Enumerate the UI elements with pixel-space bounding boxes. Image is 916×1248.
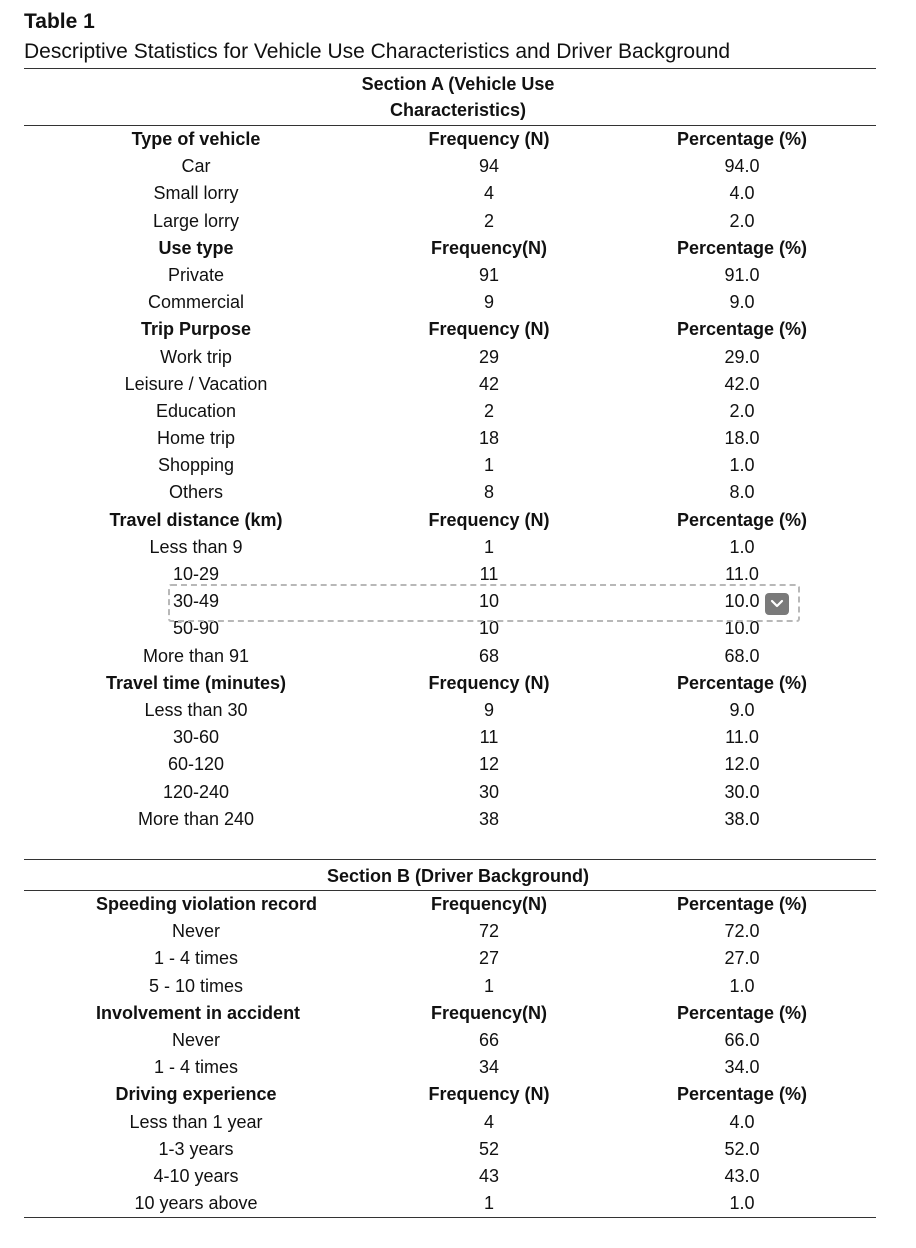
table-row[interactable] xyxy=(0,697,916,724)
table-row[interactable] xyxy=(0,371,916,398)
table-row[interactable] xyxy=(0,751,916,778)
category-cell: Driving experience xyxy=(115,1084,277,1105)
category-cell: 4-10 years xyxy=(153,1165,239,1186)
category-cell: Less than 9 xyxy=(149,536,243,557)
percentage-cell: 1.0 xyxy=(729,455,755,476)
section-b-rows xyxy=(0,891,916,1217)
percentage-cell: 68.0 xyxy=(724,645,760,666)
percentage-cell: 72.0 xyxy=(724,921,760,942)
category-cell: 1 - 4 times xyxy=(153,948,239,969)
frequency-cell: Frequency(N) xyxy=(430,1002,547,1023)
category-cell: More than 91 xyxy=(142,645,250,666)
table-row[interactable] xyxy=(0,344,916,371)
category-cell: Leisure / Vacation xyxy=(124,373,268,394)
category-cell: Less than 1 year xyxy=(129,1111,263,1132)
table-row[interactable] xyxy=(0,918,916,945)
frequency-cell: Frequency (N) xyxy=(428,672,550,693)
percentage-cell: 34.0 xyxy=(724,1057,760,1078)
table-header-row xyxy=(0,891,916,918)
table-row[interactable] xyxy=(0,398,916,425)
frequency-cell: 30 xyxy=(478,781,500,802)
table-row[interactable] xyxy=(0,1109,916,1136)
category-cell: Involvement in accident xyxy=(96,1002,301,1023)
category-cell: 120-240 xyxy=(162,781,230,802)
section-a-title-line1: Section A (Vehicle Use xyxy=(361,74,555,94)
table-row[interactable] xyxy=(0,534,916,561)
percentage-cell: Percentage (%) xyxy=(676,237,808,258)
percentage-cell: 27.0 xyxy=(724,948,760,969)
frequency-cell: 1 xyxy=(483,1193,494,1214)
percentage-cell: 43.0 xyxy=(724,1165,760,1186)
frequency-cell: Frequency (N) xyxy=(428,129,550,149)
table-row[interactable] xyxy=(0,806,916,833)
table-label: Table 1 xyxy=(24,10,95,33)
category-cell: Education xyxy=(155,400,237,421)
table-row[interactable] xyxy=(0,1054,916,1081)
table-row[interactable] xyxy=(0,1136,916,1163)
percentage-cell: 2.0 xyxy=(729,210,755,231)
category-cell: Others xyxy=(168,482,224,503)
table-row[interactable] xyxy=(0,180,916,207)
category-cell: Small lorry xyxy=(153,183,239,204)
table-row[interactable] xyxy=(0,643,916,670)
percentage-cell: 4.0 xyxy=(729,183,755,204)
percentage-cell: 10.0 xyxy=(724,618,760,639)
percentage-cell: 2.0 xyxy=(729,400,755,421)
percentage-cell: Percentage (%) xyxy=(676,1002,808,1023)
table-row[interactable] xyxy=(0,262,916,289)
category-cell: Less than 30 xyxy=(144,699,248,720)
category-cell: More than 240 xyxy=(137,808,255,829)
table-row[interactable] xyxy=(0,1027,916,1054)
category-cell: Type of vehicle xyxy=(131,129,261,149)
table-row[interactable] xyxy=(0,425,916,452)
frequency-cell: 68 xyxy=(478,645,500,666)
percentage-cell: Percentage (%) xyxy=(676,672,808,693)
frequency-cell: 2 xyxy=(483,210,494,231)
percentage-cell: 1.0 xyxy=(729,536,755,557)
section-b-rule-top xyxy=(24,859,876,860)
table-row[interactable] xyxy=(0,289,916,316)
percentage-cell: Percentage (%) xyxy=(676,319,808,340)
frequency-cell: 10 xyxy=(478,591,500,612)
frequency-cell: 4 xyxy=(483,1111,494,1132)
percentage-cell: 30.0 xyxy=(724,781,760,802)
category-cell: 10-29 xyxy=(172,564,220,584)
percentage-cell: 4.0 xyxy=(729,1111,755,1132)
percentage-cell: 11.0 xyxy=(725,727,759,748)
frequency-cell: 34 xyxy=(478,1057,500,1078)
category-cell: Work trip xyxy=(160,346,232,367)
frequency-cell: 8 xyxy=(483,482,494,503)
percentage-cell: 1.0 xyxy=(729,1193,755,1214)
category-cell: Home trip xyxy=(156,428,236,449)
percentage-cell: 66.0 xyxy=(724,1029,760,1050)
frequency-cell: 1 xyxy=(483,455,494,476)
frequency-cell: 43 xyxy=(478,1165,500,1186)
frequency-cell: 2 xyxy=(483,400,494,421)
frequency-cell: 72 xyxy=(478,921,500,942)
percentage-cell: 94.0 xyxy=(724,156,760,177)
frequency-cell: 38 xyxy=(478,808,500,829)
percentage-cell: 9.0 xyxy=(729,292,755,313)
percentage-cell: 29.0 xyxy=(724,346,760,367)
category-cell: 30-49 xyxy=(172,591,220,612)
category-cell: 50-90 xyxy=(172,618,220,639)
table-row[interactable] xyxy=(0,452,916,479)
percentage-cell: Percentage (%) xyxy=(676,894,808,914)
category-cell: Travel time (minutes) xyxy=(105,672,287,693)
table-row[interactable] xyxy=(0,479,916,506)
percentage-cell: 8.0 xyxy=(729,482,755,503)
section-a-title xyxy=(0,71,916,123)
bottom-rule xyxy=(24,1217,876,1218)
frequency-cell: Frequency (N) xyxy=(428,1084,550,1105)
table-row[interactable] xyxy=(0,1163,916,1190)
percentage-cell: 12.0 xyxy=(724,754,760,775)
percentage-cell: 1.0 xyxy=(729,975,755,996)
category-cell: 1-3 years xyxy=(158,1138,234,1159)
table-header-row xyxy=(0,126,916,153)
category-cell: Shopping xyxy=(157,455,235,476)
selected-row-outline[interactable] xyxy=(168,584,800,622)
category-cell: 10 years above xyxy=(134,1193,258,1214)
frequency-cell: 1 xyxy=(483,975,494,996)
table-row[interactable] xyxy=(0,153,916,180)
frequency-cell: Frequency (N) xyxy=(428,509,550,530)
percentage-cell: Percentage (%) xyxy=(676,509,808,530)
table-row[interactable] xyxy=(0,779,916,806)
table-header-row xyxy=(0,316,916,343)
percentage-cell: Percentage (%) xyxy=(676,1084,808,1105)
table-header-row xyxy=(0,670,916,697)
percentage-cell: 9.0 xyxy=(729,699,755,720)
percentage-cell: 42.0 xyxy=(724,373,760,394)
frequency-cell: Frequency(N) xyxy=(430,894,547,914)
section-a-rows xyxy=(0,126,916,833)
category-cell: Large lorry xyxy=(152,210,240,231)
frequency-cell: Frequency(N) xyxy=(430,237,547,258)
category-cell: Trip Purpose xyxy=(140,319,252,340)
frequency-cell: Frequency (N) xyxy=(428,319,550,340)
frequency-cell: 11 xyxy=(479,564,499,584)
section-a-title-line2: Characteristics) xyxy=(389,100,527,120)
percentage-cell: 38.0 xyxy=(724,808,760,829)
table-header-row xyxy=(0,1081,916,1108)
category-cell: 30-60 xyxy=(172,727,220,748)
table-caption: Descriptive Statistics for Vehicle Use Characteristics and Driver Background xyxy=(24,40,731,63)
table-row[interactable] xyxy=(0,724,916,751)
frequency-cell: 18 xyxy=(478,428,500,449)
percentage-cell: 11.0 xyxy=(725,564,759,584)
frequency-cell: 66 xyxy=(478,1029,500,1050)
table-row[interactable] xyxy=(0,1190,916,1217)
category-cell: Use type xyxy=(158,237,234,258)
percentage-cell: 18.0 xyxy=(724,428,760,449)
category-cell: 5 - 10 times xyxy=(148,975,244,996)
frequency-cell: 4 xyxy=(483,183,494,204)
category-cell: Travel distance (km) xyxy=(109,509,283,530)
category-cell: Private xyxy=(167,264,225,285)
percentage-cell: 10.0 xyxy=(724,591,760,612)
row-dropdown-button[interactable] xyxy=(765,593,789,615)
frequency-cell: 27 xyxy=(478,948,500,969)
frequency-cell: 29 xyxy=(478,346,500,367)
frequency-cell: 42 xyxy=(478,373,500,394)
category-cell: Never xyxy=(171,921,220,942)
frequency-cell: 91 xyxy=(478,264,500,285)
category-cell: Speeding violation record xyxy=(96,894,318,914)
frequency-cell: 11 xyxy=(479,727,499,748)
category-cell: Commercial xyxy=(147,292,244,313)
table-row[interactable] xyxy=(0,973,916,1000)
frequency-cell: 94 xyxy=(478,156,500,177)
table-row[interactable] xyxy=(0,208,916,235)
chevron-down-icon xyxy=(770,599,784,609)
percentage-cell: 52.0 xyxy=(724,1138,760,1159)
table-header-row xyxy=(0,507,916,534)
frequency-cell: 9 xyxy=(483,292,494,313)
percentage-cell: 91.0 xyxy=(724,264,760,285)
section-b-title: Section B (Driver Background) xyxy=(326,866,590,886)
category-cell: 60-120 xyxy=(167,754,225,775)
percentage-cell: Percentage (%) xyxy=(676,129,808,149)
top-rule xyxy=(24,68,876,69)
frequency-cell: 1 xyxy=(483,536,494,557)
table-header-row xyxy=(0,235,916,262)
frequency-cell: 9 xyxy=(483,699,494,720)
table-row[interactable] xyxy=(0,945,916,972)
frequency-cell: 12 xyxy=(478,754,500,775)
frequency-cell: 52 xyxy=(478,1138,500,1159)
category-cell: Car xyxy=(181,156,211,177)
category-cell: Never xyxy=(171,1029,220,1050)
table-header-row xyxy=(0,1000,916,1027)
frequency-cell: 10 xyxy=(478,618,500,639)
category-cell: 1 - 4 times xyxy=(153,1057,239,1078)
